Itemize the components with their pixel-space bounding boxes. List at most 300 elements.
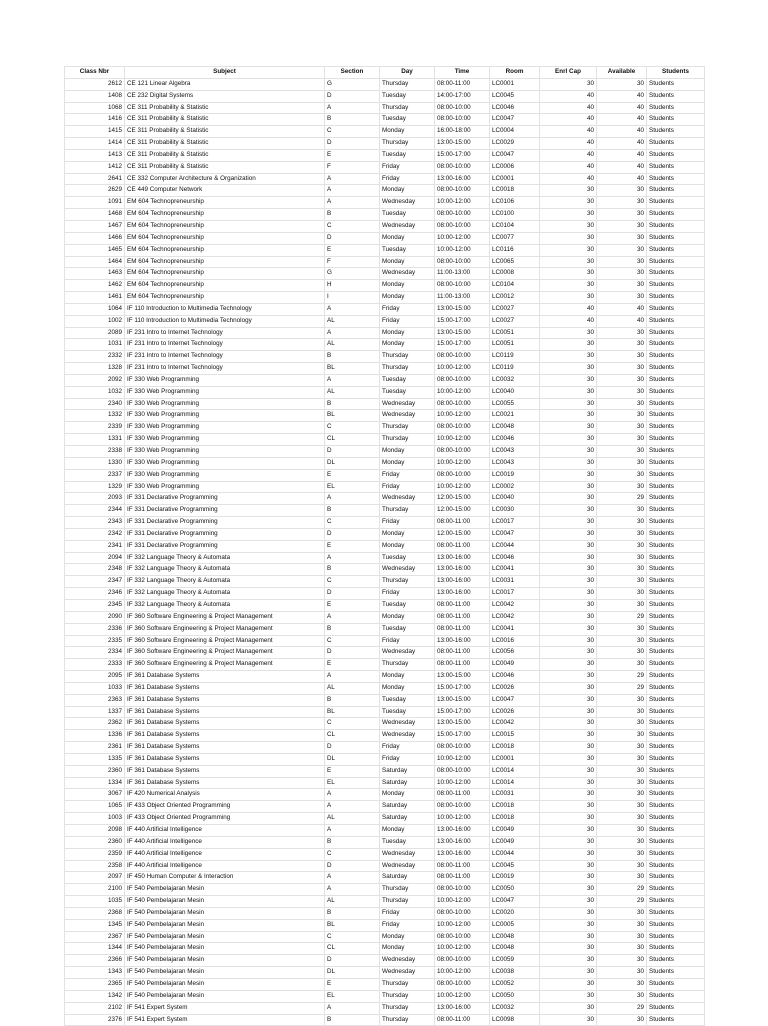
enrl-cap-cell: 30: [540, 197, 597, 209]
students-cell: Students: [647, 173, 705, 185]
day-cell: Friday: [380, 469, 435, 481]
subject-cell: IF 361 Database Systems: [125, 753, 325, 765]
subject-cell: IF 440 Artificial Intelligence: [125, 860, 325, 872]
students-cell: Students: [647, 955, 705, 967]
subject-cell: IF 331 Declarative Programming: [125, 505, 325, 517]
available-cell: 30: [597, 907, 647, 919]
class-nbr-cell: 2612: [65, 78, 125, 90]
enrl-cap-cell: 30: [540, 860, 597, 872]
enrl-cap-cell: 30: [540, 552, 597, 564]
section-cell: B: [325, 907, 380, 919]
enrl-cap-cell: 40: [540, 114, 597, 126]
students-cell: Students: [647, 339, 705, 351]
enrl-cap-cell: 40: [540, 138, 597, 150]
available-cell: 30: [597, 931, 647, 943]
table-row: [65, 256, 705, 268]
subject-cell: IF 360 Software Engineering & Project Management: [125, 611, 325, 623]
available-cell: 30: [597, 718, 647, 730]
available-cell: 30: [597, 753, 647, 765]
room-cell: LC0027: [490, 315, 540, 327]
time-cell: 08:00-10:00: [435, 102, 490, 114]
available-cell: 30: [597, 742, 647, 754]
room-cell: LC0002: [490, 481, 540, 493]
section-cell: D: [325, 446, 380, 458]
room-cell: LC0041: [490, 564, 540, 576]
class-nbr-cell: 1068: [65, 102, 125, 114]
students-cell: Students: [647, 931, 705, 943]
subject-cell: IF 330 Web Programming: [125, 374, 325, 386]
subject-cell: IF 360 Software Engineering & Project Management: [125, 659, 325, 671]
table-row: [65, 232, 705, 244]
room-cell: LC0016: [490, 635, 540, 647]
table-row: [65, 671, 705, 683]
section-cell: AL: [325, 813, 380, 825]
day-cell: Thursday: [380, 1002, 435, 1014]
subject-cell: IF 231 Intro to Internet Technology: [125, 327, 325, 339]
day-cell: Thursday: [380, 990, 435, 1002]
day-cell: Thursday: [380, 434, 435, 446]
time-cell: 08:00-10:00: [435, 374, 490, 386]
room-cell: LC0027: [490, 303, 540, 315]
class-nbr-cell: 2095: [65, 671, 125, 683]
available-cell: 30: [597, 481, 647, 493]
day-cell: Thursday: [380, 351, 435, 363]
day-cell: Monday: [380, 292, 435, 304]
time-cell: 08:00-10:00: [435, 209, 490, 221]
enrl-cap-cell: 30: [540, 907, 597, 919]
subject-cell: IF 331 Declarative Programming: [125, 493, 325, 505]
time-cell: 08:00-10:00: [435, 161, 490, 173]
available-cell: 30: [597, 374, 647, 386]
students-cell: Students: [647, 1002, 705, 1014]
day-cell: Tuesday: [380, 209, 435, 221]
subject-cell: IF 360 Software Engineering & Project Management: [125, 635, 325, 647]
class-nbr-cell: 2098: [65, 825, 125, 837]
day-cell: Friday: [380, 173, 435, 185]
students-cell: Students: [647, 647, 705, 659]
time-cell: 13:00-16:00: [435, 588, 490, 600]
subject-cell: EM 604 Technopreneurship: [125, 232, 325, 244]
students-cell: Students: [647, 671, 705, 683]
class-nbr-cell: 1461: [65, 292, 125, 304]
table-row: [65, 303, 705, 315]
class-nbr-cell: 1464: [65, 256, 125, 268]
available-cell: 40: [597, 161, 647, 173]
enrl-cap-cell: 30: [540, 374, 597, 386]
day-cell: Tuesday: [380, 386, 435, 398]
subject-cell: CE 311 Probability & Statistic: [125, 126, 325, 138]
room-cell: LC0100: [490, 209, 540, 221]
enrl-cap-cell: 30: [540, 836, 597, 848]
col-header-day: Day: [380, 67, 435, 79]
available-cell: 30: [597, 256, 647, 268]
enrl-cap-cell: 30: [540, 742, 597, 754]
enrl-cap-cell: 40: [540, 315, 597, 327]
section-cell: A: [325, 872, 380, 884]
room-cell: LC0045: [490, 860, 540, 872]
students-cell: Students: [647, 232, 705, 244]
subject-cell: IF 332 Language Theory & Automata: [125, 599, 325, 611]
day-cell: Wednesday: [380, 268, 435, 280]
available-cell: 30: [597, 801, 647, 813]
room-cell: LC0015: [490, 730, 540, 742]
class-nbr-cell: 1336: [65, 730, 125, 742]
section-cell: E: [325, 244, 380, 256]
section-cell: A: [325, 374, 380, 386]
class-nbr-cell: 2092: [65, 374, 125, 386]
section-cell: DL: [325, 967, 380, 979]
available-cell: 30: [597, 209, 647, 221]
available-cell: 40: [597, 138, 647, 150]
table-row: [65, 446, 705, 458]
enrl-cap-cell: 30: [540, 647, 597, 659]
section-cell: B: [325, 398, 380, 410]
available-cell: 30: [597, 813, 647, 825]
time-cell: 13:00-15:00: [435, 138, 490, 150]
students-cell: Students: [647, 244, 705, 256]
room-cell: LC0049: [490, 825, 540, 837]
room-cell: LC0056: [490, 647, 540, 659]
students-cell: Students: [647, 138, 705, 150]
time-cell: 10:00-12:00: [435, 943, 490, 955]
class-nbr-cell: 1413: [65, 149, 125, 161]
available-cell: 30: [597, 528, 647, 540]
time-cell: 10:00-12:00: [435, 777, 490, 789]
day-cell: Monday: [380, 611, 435, 623]
room-cell: LC0043: [490, 457, 540, 469]
table-row: [65, 742, 705, 754]
enrl-cap-cell: 30: [540, 232, 597, 244]
room-cell: LC0014: [490, 765, 540, 777]
table-row: [65, 872, 705, 884]
table-row: [65, 327, 705, 339]
table-row: [65, 564, 705, 576]
day-cell: Tuesday: [380, 706, 435, 718]
table-row: [65, 635, 705, 647]
students-cell: Students: [647, 149, 705, 161]
table-row: [65, 493, 705, 505]
day-cell: Monday: [380, 540, 435, 552]
time-cell: 10:00-12:00: [435, 896, 490, 908]
section-cell: C: [325, 517, 380, 529]
room-cell: LC0104: [490, 280, 540, 292]
class-nbr-cell: 1337: [65, 706, 125, 718]
students-cell: Students: [647, 268, 705, 280]
class-nbr-cell: 2360: [65, 765, 125, 777]
section-cell: BL: [325, 919, 380, 931]
available-cell: 30: [597, 765, 647, 777]
col-header-room: Room: [490, 67, 540, 79]
available-cell: 30: [597, 919, 647, 931]
subject-cell: IF 231 Intro to Internet Technology: [125, 339, 325, 351]
available-cell: 30: [597, 635, 647, 647]
table-row: [65, 730, 705, 742]
available-cell: 30: [597, 220, 647, 232]
class-nbr-cell: 1342: [65, 990, 125, 1002]
available-cell: 30: [597, 647, 647, 659]
room-cell: LC0004: [490, 126, 540, 138]
students-cell: Students: [647, 990, 705, 1002]
enrl-cap-cell: 30: [540, 327, 597, 339]
day-cell: Thursday: [380, 422, 435, 434]
time-cell: 15:00-17:00: [435, 730, 490, 742]
time-cell: 13:00-16:00: [435, 173, 490, 185]
day-cell: Thursday: [380, 978, 435, 990]
students-cell: Students: [647, 907, 705, 919]
students-cell: Students: [647, 635, 705, 647]
time-cell: 13:00-15:00: [435, 327, 490, 339]
section-cell: C: [325, 931, 380, 943]
day-cell: Thursday: [380, 505, 435, 517]
students-cell: Students: [647, 220, 705, 232]
room-cell: LC0019: [490, 872, 540, 884]
section-cell: C: [325, 126, 380, 138]
subject-cell: IF 540 Pembelajaran Mesin: [125, 943, 325, 955]
subject-cell: IF 540 Pembelajaran Mesin: [125, 978, 325, 990]
room-cell: LC0106: [490, 197, 540, 209]
enrl-cap-cell: 30: [540, 884, 597, 896]
time-cell: 10:00-12:00: [435, 753, 490, 765]
subject-cell: IF 361 Database Systems: [125, 671, 325, 683]
section-cell: A: [325, 1002, 380, 1014]
class-nbr-cell: 2629: [65, 185, 125, 197]
class-nbr-cell: 1035: [65, 896, 125, 908]
subject-cell: CE 311 Probability & Statistic: [125, 102, 325, 114]
room-cell: LC0119: [490, 363, 540, 375]
section-cell: A: [325, 493, 380, 505]
students-cell: Students: [647, 292, 705, 304]
table-row: [65, 706, 705, 718]
enrl-cap-cell: 30: [540, 694, 597, 706]
class-nbr-cell: 1332: [65, 410, 125, 422]
available-cell: 30: [597, 446, 647, 458]
table-row: [65, 126, 705, 138]
room-cell: LC0040: [490, 386, 540, 398]
time-cell: 08:00-10:00: [435, 801, 490, 813]
room-cell: LC0104: [490, 220, 540, 232]
subject-cell: IF 331 Declarative Programming: [125, 540, 325, 552]
class-nbr-cell: 2338: [65, 446, 125, 458]
table-row: [65, 588, 705, 600]
day-cell: Monday: [380, 671, 435, 683]
time-cell: 08:00-10:00: [435, 955, 490, 967]
table-row: [65, 517, 705, 529]
subject-cell: IF 361 Database Systems: [125, 694, 325, 706]
room-cell: LC0018: [490, 813, 540, 825]
class-nbr-cell: 1331: [65, 434, 125, 446]
section-cell: D: [325, 860, 380, 872]
class-nbr-cell: 2363: [65, 694, 125, 706]
students-cell: Students: [647, 78, 705, 90]
class-nbr-cell: 1462: [65, 280, 125, 292]
section-cell: E: [325, 540, 380, 552]
subject-cell: IF 231 Intro to Internet Technology: [125, 363, 325, 375]
subject-cell: EM 604 Technopreneurship: [125, 197, 325, 209]
room-cell: LC0029: [490, 138, 540, 150]
students-cell: Students: [647, 611, 705, 623]
col-header-section: Section: [325, 67, 380, 79]
col-header-enrl-cap: Enrl Cap: [540, 67, 597, 79]
section-cell: H: [325, 280, 380, 292]
day-cell: Monday: [380, 280, 435, 292]
table-row: [65, 801, 705, 813]
subject-cell: IF 330 Web Programming: [125, 398, 325, 410]
class-nbr-cell: 2335: [65, 635, 125, 647]
room-cell: LC0046: [490, 102, 540, 114]
students-cell: Students: [647, 185, 705, 197]
students-cell: Students: [647, 860, 705, 872]
available-cell: 30: [597, 244, 647, 256]
time-cell: 08:00-10:00: [435, 280, 490, 292]
available-cell: 30: [597, 564, 647, 576]
section-cell: B: [325, 564, 380, 576]
table-row: [65, 552, 705, 564]
section-cell: E: [325, 599, 380, 611]
students-cell: Students: [647, 315, 705, 327]
table-row: [65, 90, 705, 102]
class-nbr-cell: 2100: [65, 884, 125, 896]
table-row: [65, 173, 705, 185]
enrl-cap-cell: 30: [540, 588, 597, 600]
time-cell: 08:00-10:00: [435, 742, 490, 754]
available-cell: 30: [597, 232, 647, 244]
subject-cell: IF 540 Pembelajaran Mesin: [125, 967, 325, 979]
room-cell: LC0008: [490, 268, 540, 280]
students-cell: Students: [647, 363, 705, 375]
day-cell: Monday: [380, 185, 435, 197]
day-cell: Friday: [380, 907, 435, 919]
enrl-cap-cell: 30: [540, 292, 597, 304]
section-cell: A: [325, 611, 380, 623]
available-cell: 30: [597, 694, 647, 706]
time-cell: 08:00-10:00: [435, 220, 490, 232]
enrl-cap-cell: 30: [540, 635, 597, 647]
section-cell: B: [325, 623, 380, 635]
subject-cell: EM 604 Technopreneurship: [125, 268, 325, 280]
section-cell: B: [325, 1014, 380, 1026]
available-cell: 30: [597, 280, 647, 292]
students-cell: Students: [647, 493, 705, 505]
students-cell: Students: [647, 813, 705, 825]
class-nbr-cell: 1033: [65, 682, 125, 694]
room-cell: LC0050: [490, 990, 540, 1002]
students-cell: Students: [647, 517, 705, 529]
enrl-cap-cell: 30: [540, 78, 597, 90]
subject-cell: IF 440 Artificial Intelligence: [125, 836, 325, 848]
room-cell: LC0052: [490, 978, 540, 990]
table-row: [65, 825, 705, 837]
table-row: [65, 836, 705, 848]
students-cell: Students: [647, 552, 705, 564]
subject-cell: IF 540 Pembelajaran Mesin: [125, 955, 325, 967]
enrl-cap-cell: 30: [540, 931, 597, 943]
available-cell: 40: [597, 114, 647, 126]
students-cell: Students: [647, 919, 705, 931]
enrl-cap-cell: 30: [540, 398, 597, 410]
class-nbr-cell: 2102: [65, 1002, 125, 1014]
class-nbr-cell: 1414: [65, 138, 125, 150]
day-cell: Wednesday: [380, 398, 435, 410]
students-cell: Students: [647, 90, 705, 102]
time-cell: 13:00-16:00: [435, 836, 490, 848]
day-cell: Monday: [380, 446, 435, 458]
day-cell: Wednesday: [380, 967, 435, 979]
available-cell: 40: [597, 90, 647, 102]
time-cell: 08:00-10:00: [435, 469, 490, 481]
day-cell: Thursday: [380, 576, 435, 588]
day-cell: Monday: [380, 256, 435, 268]
day-cell: Tuesday: [380, 599, 435, 611]
time-cell: 10:00-12:00: [435, 244, 490, 256]
enrl-cap-cell: 30: [540, 576, 597, 588]
available-cell: 30: [597, 576, 647, 588]
enrl-cap-cell: 30: [540, 623, 597, 635]
room-cell: LC0005: [490, 919, 540, 931]
table-row: [65, 647, 705, 659]
enrl-cap-cell: 30: [540, 244, 597, 256]
table-row: [65, 185, 705, 197]
room-cell: LC0001: [490, 78, 540, 90]
students-cell: Students: [647, 303, 705, 315]
available-cell: 30: [597, 730, 647, 742]
subject-cell: IF 332 Language Theory & Automata: [125, 564, 325, 576]
class-nbr-cell: 2345: [65, 599, 125, 611]
available-cell: 30: [597, 990, 647, 1002]
table-row: [65, 434, 705, 446]
enrl-cap-cell: 30: [540, 363, 597, 375]
room-cell: LC0046: [490, 671, 540, 683]
day-cell: Thursday: [380, 1014, 435, 1026]
students-cell: Students: [647, 209, 705, 221]
time-cell: 10:00-12:00: [435, 232, 490, 244]
day-cell: Wednesday: [380, 564, 435, 576]
room-cell: LC0021: [490, 410, 540, 422]
students-cell: Students: [647, 256, 705, 268]
table-row: [65, 505, 705, 517]
subject-cell: IF 332 Language Theory & Automata: [125, 576, 325, 588]
section-cell: AL: [325, 386, 380, 398]
available-cell: 40: [597, 102, 647, 114]
room-cell: LC0044: [490, 848, 540, 860]
time-cell: 11:00-13:00: [435, 292, 490, 304]
section-cell: E: [325, 469, 380, 481]
class-nbr-cell: 2362: [65, 718, 125, 730]
time-cell: 10:00-12:00: [435, 481, 490, 493]
table-row: [65, 374, 705, 386]
day-cell: Saturday: [380, 813, 435, 825]
students-cell: Students: [647, 280, 705, 292]
table-row: [65, 753, 705, 765]
enrl-cap-cell: 30: [540, 1002, 597, 1014]
subject-cell: IF 361 Database Systems: [125, 765, 325, 777]
enrl-cap-cell: 30: [540, 777, 597, 789]
room-cell: LC0047: [490, 114, 540, 126]
section-cell: B: [325, 209, 380, 221]
time-cell: 15:00-17:00: [435, 315, 490, 327]
students-cell: Students: [647, 469, 705, 481]
day-cell: Monday: [380, 943, 435, 955]
section-cell: D: [325, 138, 380, 150]
enrl-cap-cell: 30: [540, 599, 597, 611]
time-cell: 12:00-15:00: [435, 505, 490, 517]
available-cell: 30: [597, 836, 647, 848]
subject-cell: IF 360 Software Engineering & Project Management: [125, 623, 325, 635]
section-cell: D: [325, 588, 380, 600]
day-cell: Monday: [380, 327, 435, 339]
subject-cell: IF 541 Expert System: [125, 1014, 325, 1026]
room-cell: LC0017: [490, 517, 540, 529]
enrl-cap-cell: 30: [540, 825, 597, 837]
